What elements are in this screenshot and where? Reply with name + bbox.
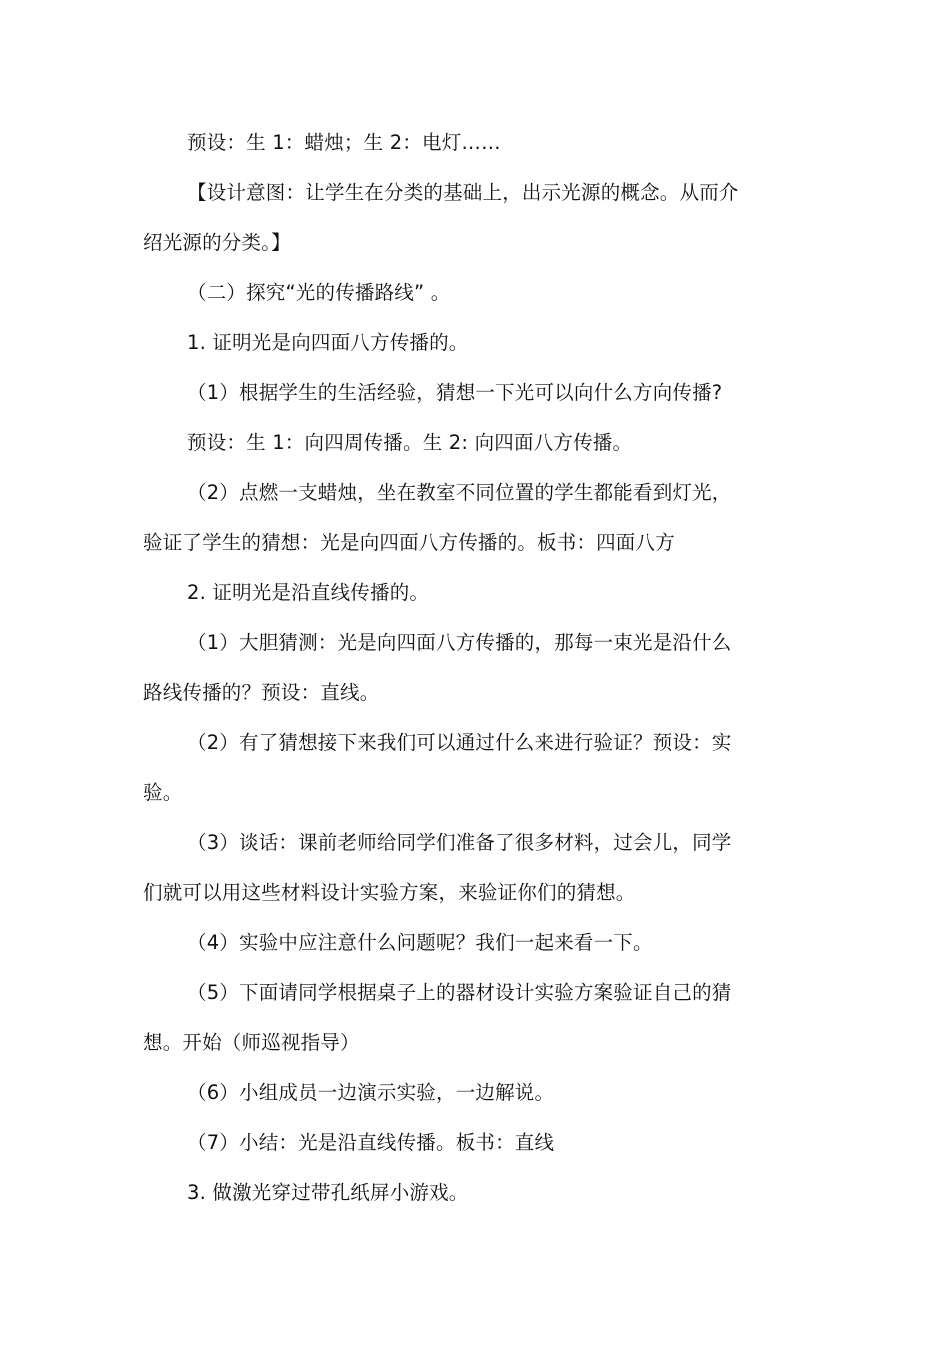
- text-line: 预设：生 1：蜡烛；生 2：电灯……: [187, 131, 501, 154]
- text-line: （2）有了猜想接下来我们可以通过什么来进行验证？预设：实: [187, 731, 732, 754]
- section-heading: （二）探究“光的传播路线” 。: [187, 281, 451, 304]
- text-line: （7）小结：光是沿直线传播。板书：直线: [187, 1131, 555, 1154]
- text-line: （3）谈话：课前老师给同学们准备了很多材料，过会儿，同学: [187, 831, 732, 854]
- subsection-heading: 2. 证明光是沿直线传播的。: [187, 581, 430, 604]
- text-line: 验。: [143, 781, 183, 804]
- text-line: 路线传播的？预设：直线。: [143, 681, 380, 704]
- document-body: [143, 118, 783, 1218]
- text-line: 想。开始（师巡视指导）: [143, 1031, 360, 1054]
- subsection-heading: 1. 证明光是向四面八方传播的。: [187, 331, 469, 354]
- text-line: （1）根据学生的生活经验，猜想一下光可以向什么方向传播?: [187, 381, 723, 404]
- subsection-heading: 3. 做激光穿过带孔纸屏小游戏。: [187, 1181, 469, 1204]
- text-line: 们就可以用这些材料设计实验方案，来验证你们的猜想。: [143, 881, 636, 904]
- text-line: 绍光源的分类。】: [143, 231, 291, 254]
- text-line: 【设计意图：让学生在分类的基础上，出示光源的概念。从而介: [187, 181, 739, 204]
- text-line: 预设：生 1：向四周传播。生 2: 向四面八方传播。: [187, 431, 633, 454]
- text-line: （5）下面请同学根据桌子上的器材设计实验方案验证自己的猜: [187, 981, 732, 1004]
- text-line: （2）点燃一支蜡烛，坐在教室不同位置的学生都能看到灯光，: [187, 481, 732, 504]
- text-line: 验证了学生的猜想：光是向四面八方传播的。板书：四面八方: [143, 531, 675, 554]
- text-line: （1）大胆猜测：光是向四面八方传播的，那每一束光是沿什么: [187, 631, 732, 654]
- text-line: （4）实验中应注意什么问题呢？我们一起来看一下。: [187, 931, 653, 954]
- text-line: （6）小组成员一边演示实验，一边解说。: [187, 1081, 555, 1104]
